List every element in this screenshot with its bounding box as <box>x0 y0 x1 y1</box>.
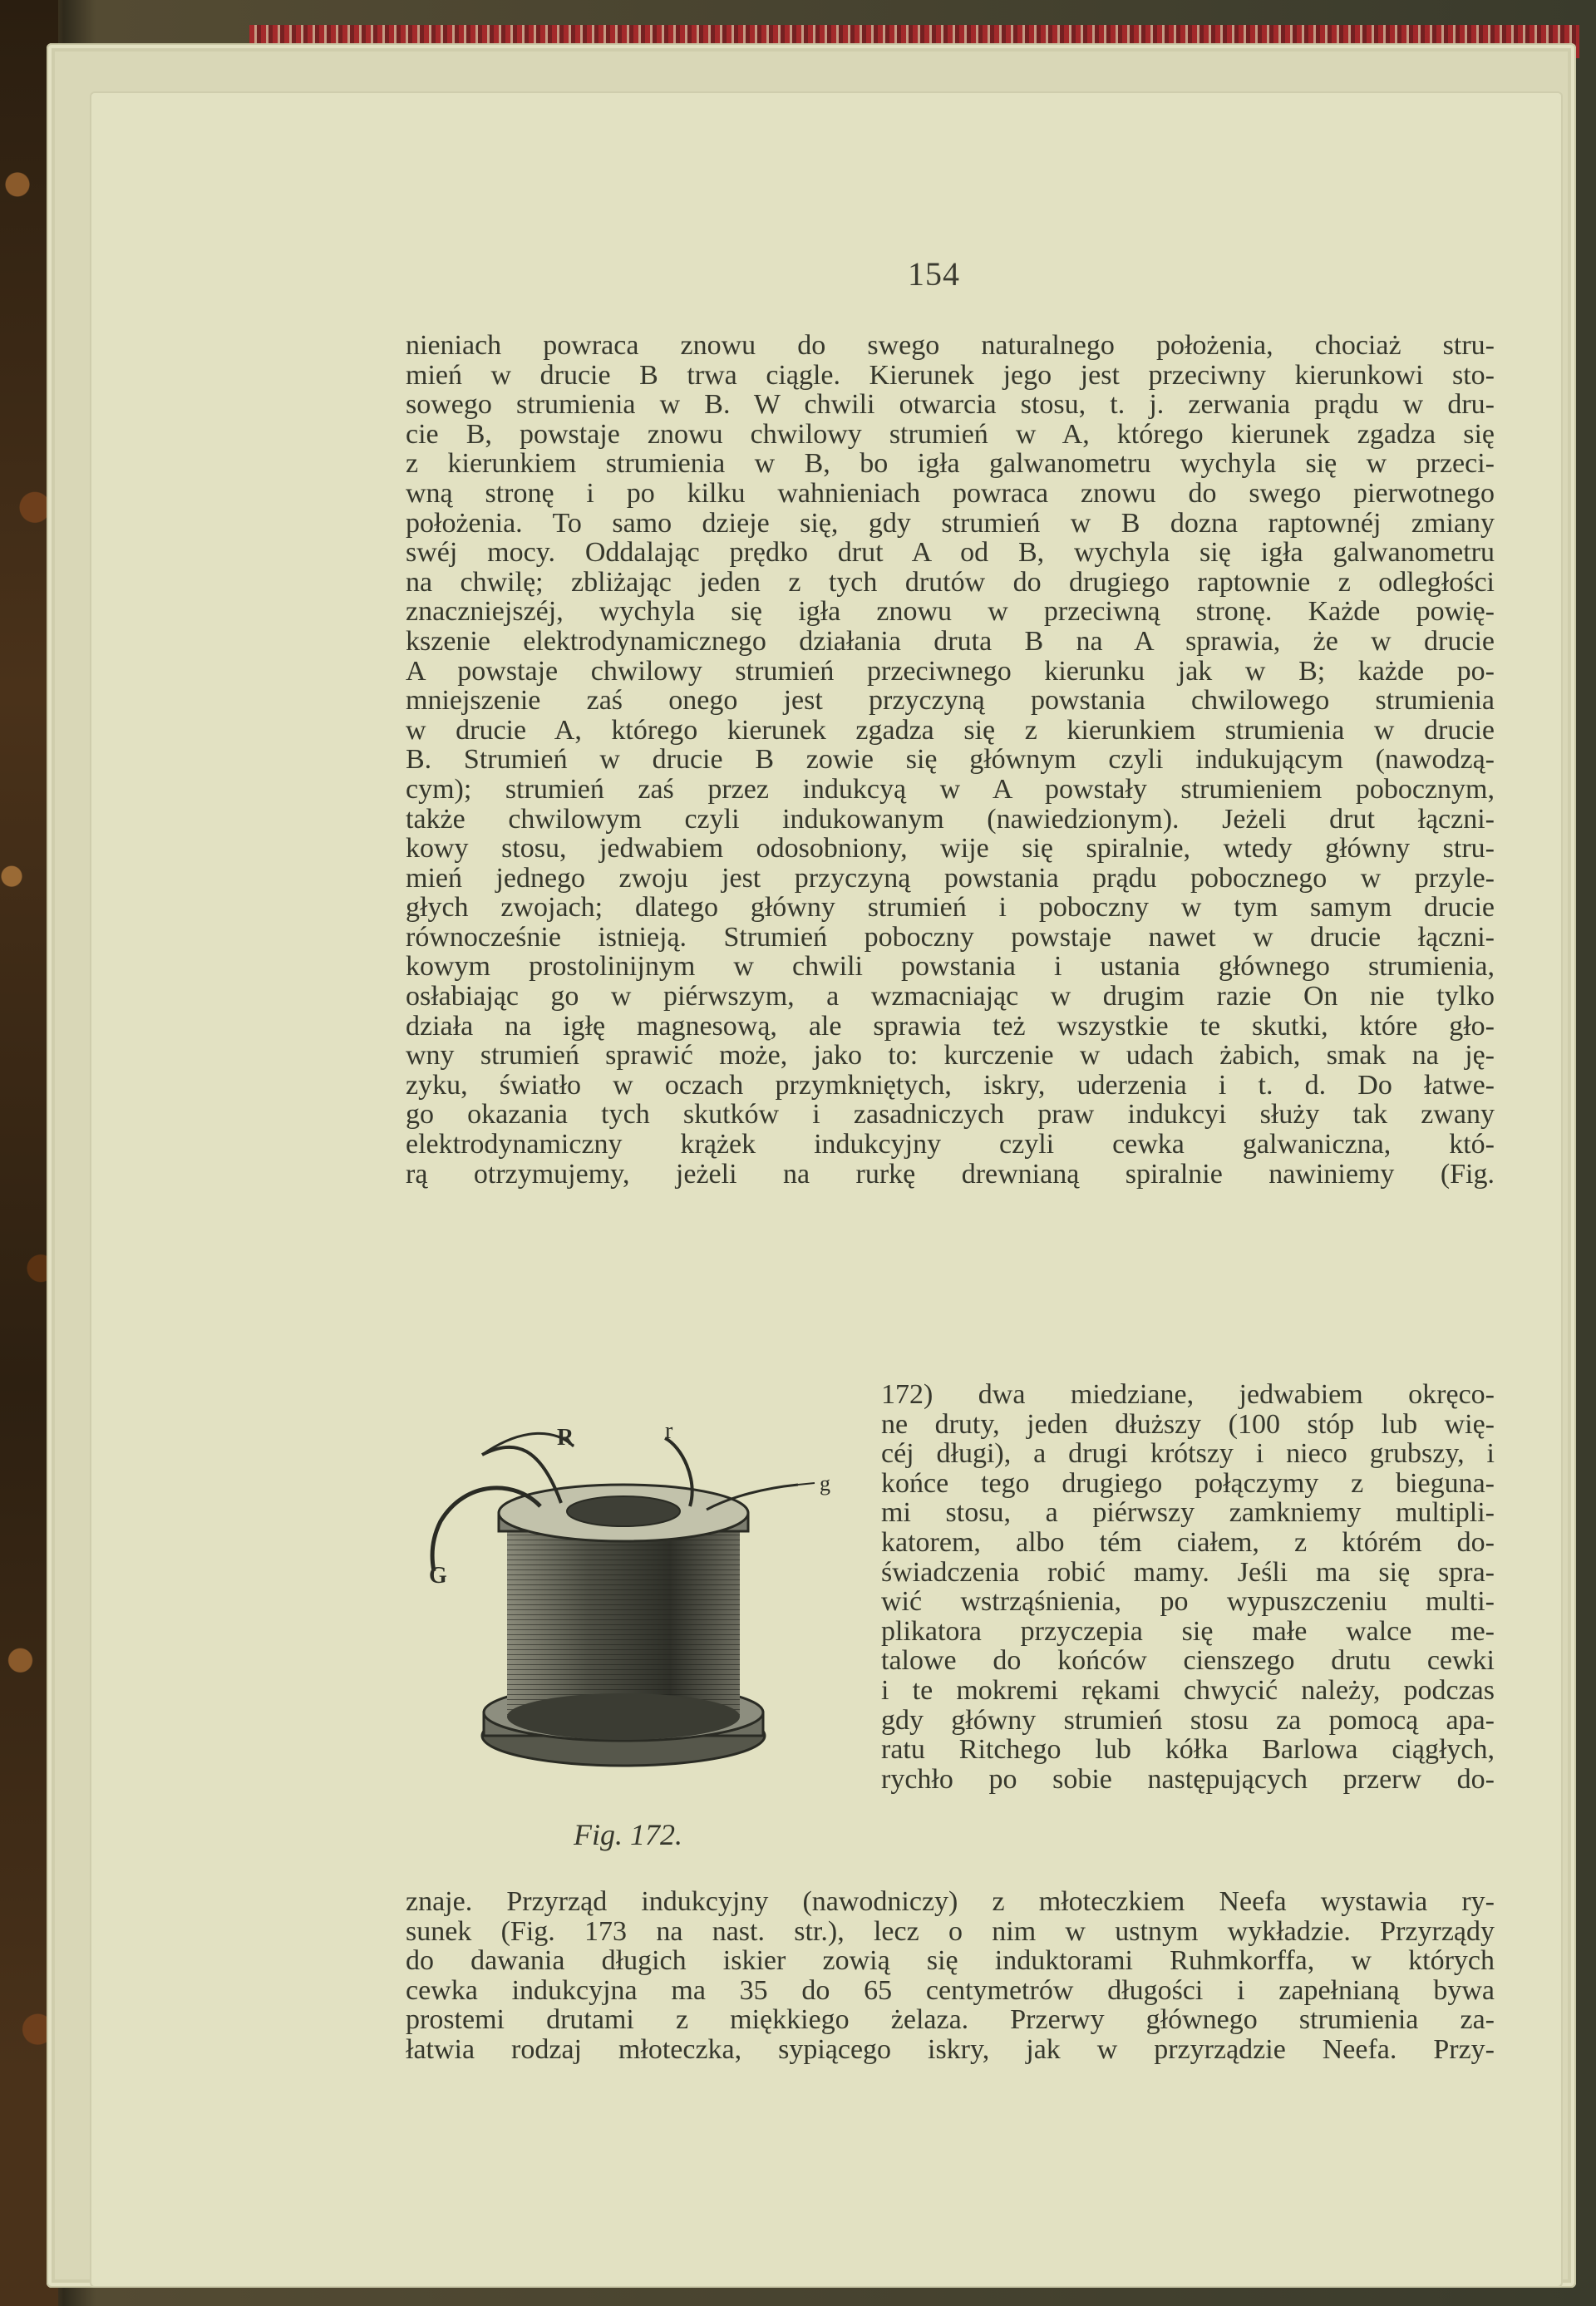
text-line: kowy stosu, jedwabiem odosobniony, wije się spiralnie, wtedy główny stru- <box>406 833 1495 865</box>
wrap-text-line: talowe do końców cienszego drutu cewki <box>881 1645 1495 1677</box>
text-line: osłabiając go w piérwszym, a wzmacniając w drugim razie On nie tylko <box>406 981 1495 1013</box>
wrap-text-line: mi stosu, a piérwszy zamkniemy multipli- <box>881 1497 1495 1529</box>
induction-coil-illustration <box>416 1430 848 1787</box>
text-line: znaczniejszéj, wychyla się igła znowu w przeciwną stronę. Każde powię- <box>406 596 1495 628</box>
text-line: na chwilę; zbliżając jeden z tych drutów do drugiego raptownie z odległości <box>406 566 1495 598</box>
text-line: mień w drucie B trwa ciągle. Kierunek jego jest przeciwny kierunkowi sto- <box>406 359 1495 391</box>
text-line: także chwilowym czyli indukowanym (nawiedzionym). Jeżeli drut łączni- <box>406 803 1495 835</box>
text-line: działa na igłę magnesową, ale sprawia też wszystkie te skutki, które gło- <box>406 1010 1495 1042</box>
text-line: wną stronę i po kilku wahnieniach powraca znowu do swego pierwotnego <box>406 477 1495 509</box>
text-line: mień jednego zwoju jest przyczyną powstania prądu pobocznego w przyle- <box>406 862 1495 894</box>
text-line: sunek (Fig. 173 na nast. str.), lecz o nim w ustnym wykładzie. Przyrządy <box>406 1915 1495 1947</box>
text-line: kowym prostolinijnym w chwili powstania i ustania głównego strumienia, <box>406 951 1495 983</box>
text-line: mniejszenie zaś onego jest przyczyną powstania chwilowego strumienia <box>406 685 1495 717</box>
text-line: cewka indukcyjna ma 35 do 65 centymetrów długości i zapełnianą bywa <box>406 1974 1495 2006</box>
text-line: kszenie elektrodynamicznego działania druta B na A sprawia, że w drucie <box>406 625 1495 657</box>
text-line: B. Strumień w drucie B zowie się głównym czyli indukującym (nawodzą- <box>406 744 1495 776</box>
label-G: G <box>429 1563 447 1589</box>
wrap-text-line: 172) dwa miedziane, jedwabiem okręco- <box>881 1379 1495 1410</box>
text-line: z kierunkiem strumienia w B, bo igła galwanometru wychyla się w przeci- <box>406 448 1495 480</box>
text-line: wny strumień sprawić może, jako to: kurczenie w udach żabich, smak na ję- <box>406 1040 1495 1072</box>
wrap-text-line: katorem, albo tém ciałem, z którém do- <box>881 1526 1495 1558</box>
text-line: do dawania długich iskier zowią się induktorami Ruhmkorffa, w których <box>406 1945 1495 1977</box>
text-line: cym); strumień zaś przez indukcyą w A powstały strumieniem pobocznym, <box>406 773 1495 805</box>
text-line: go okazania tych skutków i zasadniczych praw indukcyi służy tak zwany <box>406 1099 1495 1131</box>
closing-text <box>406 1887 1495 2065</box>
wrap-text-line: i te mokremi rękami chwycić należy, podczas <box>881 1674 1495 1706</box>
wrap-text-line: świadczenia robić mamy. Jeśli ma się spra- <box>881 1556 1495 1588</box>
figure-caption: Fig. 172. <box>574 1818 682 1851</box>
text-line: sowego strumienia w B. W chwili otwarcia stosu, t. j. zerwania prądu w dru- <box>406 389 1495 421</box>
label-r: r <box>665 1418 673 1444</box>
text-line: równocześnie istnieją. Strumień poboczny powstaje nawet w drucie łączni- <box>406 921 1495 953</box>
text-line: A powstaje chwilowy strumień przeciwnego kierunku jak w B; każde po- <box>406 655 1495 687</box>
wrap-text-line: céj długi), a drugi krótszy i nieco grubszy, i <box>881 1438 1495 1470</box>
figure-induction-coil <box>416 1418 848 1787</box>
text-line: swéj mocy. Oddalając prędko drut A od B, wychyla się igła galwanometru <box>406 537 1495 569</box>
body-text <box>406 331 1495 1189</box>
text-line: łatwia rodzaj młoteczka, sypiącego iskry, jak w przyrządzie Neefa. Przy- <box>406 2033 1495 2065</box>
wrap-text-line: ratu Ritchego lub kółka Barlowa ciągłych, <box>881 1734 1495 1766</box>
text-line: głych zwojach; dlatego główny strumień i poboczny w tym samym drucie <box>406 892 1495 924</box>
text-line: nieniach powraca znowu do swego naturalnego położenia, chociaż stru- <box>406 330 1495 361</box>
label-g: g <box>820 1471 830 1495</box>
wrap-text-line: plikatora przyczepia się małe walce me- <box>881 1615 1495 1647</box>
text-line: rą otrzymujemy, jeżeli na rurkę drewnianą spiralnie nawiniemy (Fig. <box>406 1158 1495 1190</box>
wrap-text-line: rychło po sobie następujących przerw do- <box>881 1763 1495 1795</box>
text-line: elektrodynamiczny krążek indukcyjny czyli cewka galwaniczna, któ- <box>406 1129 1495 1160</box>
label-R: R <box>557 1425 574 1451</box>
wrap-text-line: końce tego drugiego połączymy z bieguna- <box>881 1467 1495 1499</box>
wrap-text-line: wić wstrząśnienia, po wypuszczeniu multi- <box>881 1586 1495 1618</box>
text-line: położenia. To samo dzieje się, gdy strumień w B dozna raptownéj zmiany <box>406 507 1495 539</box>
text-line: zyku, światło w oczach przymkniętych, iskry, uderzenia i t. d. Do łatwe- <box>406 1069 1495 1101</box>
wrap-text-line: ne druty, jeden dłuższy (100 stóp lub wię- <box>881 1408 1495 1440</box>
wrap-text-line: gdy główny strumień stosu za pomocą apa- <box>881 1704 1495 1736</box>
text-line: prostemi drutami z miękkiego żelaza. Przerwy głównego strumienia za- <box>406 2004 1495 2036</box>
text-line: znaje. Przyrząd indukcyjny (nawodniczy) z młoteczkiem Neefa wystawia ry- <box>406 1886 1495 1917</box>
text-line: cie B, powstaje znowu chwilowy strumień w A, którego kierunek zgadza się <box>406 418 1495 450</box>
figure-wrap-text <box>881 1380 1495 1794</box>
text-line: w drucie A, którego kierunek zgadza się z kierunkiem strumienia w drucie <box>406 714 1495 746</box>
page-number: 154 <box>908 255 960 293</box>
